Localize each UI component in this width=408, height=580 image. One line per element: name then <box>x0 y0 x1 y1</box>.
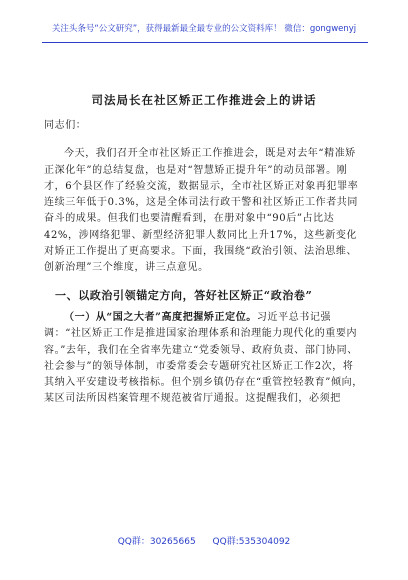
document-body <box>44 118 364 408</box>
salutation: 同志们： <box>44 120 87 131</box>
paragraph-section-1-1 <box>44 310 364 408</box>
section-heading-1: 一、以政治引领锚定方向，答好社区矫正“政治卷” <box>55 288 313 302</box>
footer-qq-group-1: QQ群：30265665 <box>117 537 196 547</box>
header-rule <box>42 42 368 43</box>
paragraph-intro: 今天，我们召开全市社区矫正工作推进会，既是对去年“精准矫正深化年”的总结复盘，也是对“智慧矫正提升年”的动员部署。刚才，6个县区作了经验交流，数据显示，全市社区矫正对象再犯罪率连续三年低于0.3%，这是全体司法行政干警和社区矫正工作者共同奋斗的成果。但我们也要清醒看到，在册对象中“90后”占比达42%，涉网络犯罪、新型经济犯罪人数同比上升17%，这些新变化对矫正工作提出了更高要求。下面，我围绕“政治引领、法治思维、创新治理”三个维度，讲三点意见。 <box>44 148 359 274</box>
footer-qq-group-2: QQ群:535304092 <box>212 537 291 547</box>
document-title: 司法局长在社区矫正工作推进会上的讲话 <box>91 93 317 107</box>
promo-banner: 关注头条号“公文研究”，获得最新最全最专业的公文资料库！ 微信：gongwenyj <box>51 24 357 34</box>
subheading-1-1: （一）从“国之大者”高度把握矫正定位。 <box>64 311 257 323</box>
footer-contacts <box>0 534 408 547</box>
paragraph-section-1-1-text: 习近平总书记强调：“社区矫正工作是推进国家治理体系和治理能力现代化的重要内容。”去年，我们在全省率先建立“党委领导、政府负责、部门协同、社会参与”的领导体制，市委常委会专题研究社区矫正工作2次，将其纳入平安建设考核指标。但个别乡镇仍存在“重管控轻教育”倾向，某区司法所因档案管理不规范被省厅通报。这提醒我们，必须把 <box>44 311 363 405</box>
